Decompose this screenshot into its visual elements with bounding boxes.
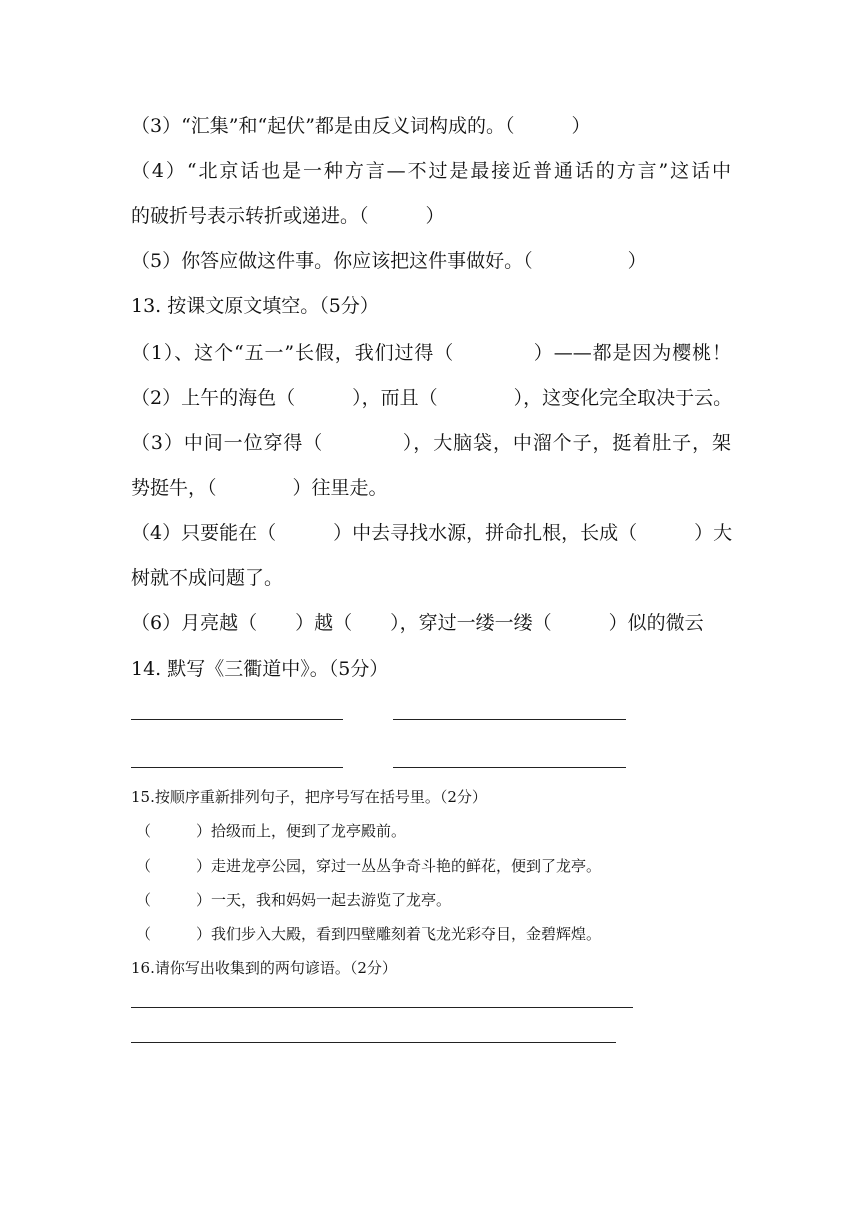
q15-item-4: （ ）我们步入大殿，看到四壁雕刻着飞龙光彩夺目，金碧辉煌。: [136, 925, 602, 943]
q12-item-5: （5）你答应做这件事。你应该把这件事做好。（ ）: [131, 250, 647, 272]
q12-item-4-cont: 的破折号表示转折或递进。（ ）: [131, 205, 445, 227]
q15-item-1: （ ）拾级而上，便到了龙亭殿前。: [136, 822, 407, 840]
q13-line-3-cont: 势挺牛，（ ）往里走。: [131, 477, 388, 499]
q14-title: 14. 默写《三衢道中》。（5分）: [131, 658, 389, 680]
q16-answer-line-1[interactable]: [131, 1007, 633, 1008]
q15-item-3: （ ）一天，我和妈妈一起去游览了龙亭。: [136, 891, 452, 909]
q15-item-2: （ ）走进龙亭公园，穿过一丛丛争奇斗艳的鲜花，便到了龙亭。: [136, 857, 602, 875]
q13-title: 13. 按课文原文填空。（5分）: [131, 295, 379, 317]
q13-line-4-cont: 树就不成问题了。: [131, 567, 284, 589]
q15-title: 15.按顺序重新排列句子，把序号写在括号里。（2分）: [131, 788, 487, 806]
q16-title: 16.请你写出收集到的两句谚语。（2分）: [131, 959, 397, 977]
q14-answer-line-3[interactable]: [131, 767, 343, 768]
q13-line-6: （6）月亮越（ ）越（ ），穿过一缕一缕（ ）似的微云: [131, 612, 704, 634]
q13-line-2: （2）上午的海色（ ），而且（ ），这变化完全取决于云。: [131, 387, 733, 409]
q13-line-1: （1）、这个“五一”长假，我们过得（ ）——都是因为樱桃！: [131, 342, 731, 364]
q16-answer-line-2[interactable]: [131, 1042, 616, 1043]
q12-item-3: （3）“汇集”和“起伏”都是由反义词构成的。（ ）: [131, 115, 591, 137]
q14-answer-line-2[interactable]: [393, 719, 626, 720]
q14-answer-line-4[interactable]: [393, 767, 626, 768]
q13-line-3: （3）中间一位穿得（ ），大脑袋，中溜个子，挺着肚子，架: [131, 432, 731, 454]
q12-item-4: （4）“北京话也是一种方言—不过是最接近普通话的方言”这话中: [131, 160, 731, 182]
q13-line-4: （4）只要能在（ ）中去寻找水源，拼命扎根，长成（ ）大: [131, 522, 733, 544]
q14-answer-line-1[interactable]: [131, 719, 343, 720]
